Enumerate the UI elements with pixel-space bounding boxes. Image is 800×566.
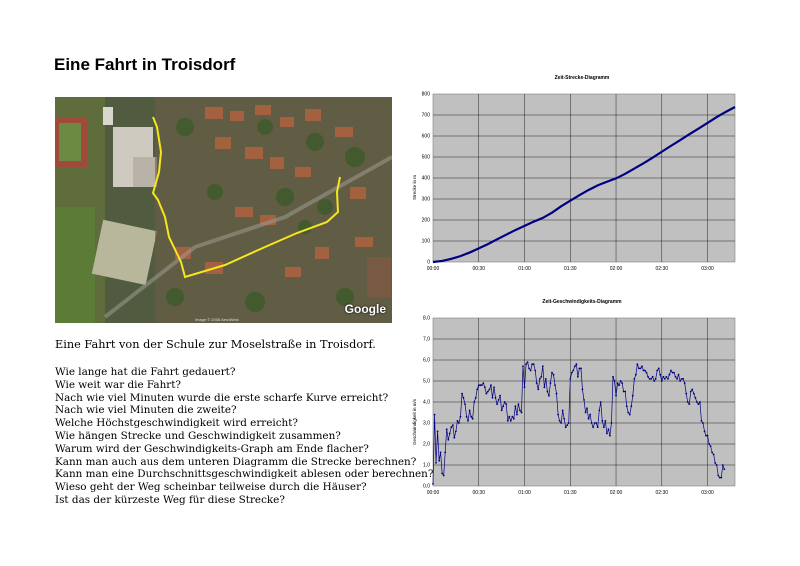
y-tick-label: 2,0 — [423, 441, 430, 448]
data-point — [667, 378, 669, 380]
data-point — [595, 422, 597, 424]
chart-ylabel-distance: Strecke in m — [412, 174, 417, 200]
data-point — [502, 405, 504, 407]
y-tick-label: 3,0 — [423, 420, 430, 427]
data-point — [630, 405, 632, 407]
data-point — [704, 431, 706, 433]
data-point — [437, 431, 439, 433]
x-tick-label: 03:00 — [701, 490, 714, 496]
data-point — [691, 389, 693, 391]
data-point — [434, 414, 436, 416]
data-point — [447, 439, 449, 441]
data-point — [659, 374, 661, 376]
data-point — [531, 363, 533, 365]
data-point — [673, 372, 675, 374]
data-point — [489, 389, 491, 391]
data-point — [632, 395, 634, 397]
data-point — [545, 378, 547, 380]
data-point — [457, 420, 459, 422]
y-tick-label: 7,0 — [423, 336, 430, 343]
data-point — [620, 380, 622, 382]
data-point — [449, 433, 451, 435]
data-point — [598, 410, 600, 412]
y-tick-label: 200 — [421, 217, 430, 224]
data-point — [589, 414, 591, 416]
data-point — [446, 428, 448, 430]
data-point — [522, 365, 524, 367]
data-point — [641, 365, 643, 367]
data-point — [646, 372, 648, 374]
x-tick-label: 01:00 — [518, 266, 531, 272]
y-tick-label: 1,0 — [423, 462, 430, 469]
data-point — [615, 395, 617, 397]
chart-ylabel-speed: Geschwindigkeit in m/s — [412, 398, 417, 445]
data-point — [713, 454, 715, 456]
question-item: Nach wie viel Minuten wurde die erste scharfe Kurve erreicht? — [55, 391, 389, 404]
data-point — [588, 418, 590, 420]
aerial-map — [55, 97, 392, 323]
data-point — [618, 384, 620, 386]
data-point — [661, 380, 663, 382]
data-point — [655, 378, 657, 380]
data-point — [629, 414, 631, 416]
data-point — [470, 416, 472, 418]
x-tick-label: 00:00 — [426, 266, 440, 272]
data-point — [643, 370, 645, 372]
data-point — [601, 420, 603, 422]
data-point — [693, 393, 695, 395]
data-point — [699, 401, 701, 403]
data-point — [505, 403, 507, 405]
question-item: Wieso geht der Weg scheinbar teilweise durch die Häuser? — [55, 481, 367, 494]
data-point — [624, 391, 626, 393]
data-point — [582, 389, 584, 391]
page-title: Eine Fahrt in Troisdorf — [54, 55, 236, 74]
data-point — [714, 462, 716, 464]
data-point — [453, 437, 455, 439]
y-tick-label: 400 — [421, 175, 430, 182]
data-point — [501, 410, 503, 412]
data-point — [572, 370, 574, 372]
data-point — [720, 477, 722, 479]
x-tick-label: 02:30 — [655, 490, 669, 496]
data-point — [696, 401, 698, 403]
data-point — [684, 382, 686, 384]
data-point — [554, 384, 556, 386]
data-point — [517, 403, 519, 405]
question-item: Kann man eine Durchschnittsgeschwindigkeit ablesen oder berechnen? — [55, 468, 434, 481]
x-tick-label: 01:00 — [518, 490, 531, 496]
data-point — [621, 382, 623, 384]
data-point — [701, 420, 703, 422]
data-point — [482, 382, 484, 384]
data-point — [463, 397, 465, 399]
question-item: Welche Höchstgeschwindigkeit wird erreicht? — [55, 417, 298, 430]
data-point — [690, 391, 692, 393]
data-point — [653, 380, 655, 382]
data-point — [650, 378, 652, 380]
data-point — [519, 410, 521, 412]
data-point — [665, 376, 667, 378]
data-point — [627, 412, 629, 414]
data-point — [694, 397, 696, 399]
data-point — [553, 374, 555, 376]
data-point — [546, 391, 548, 393]
data-point — [499, 395, 501, 397]
data-point — [550, 382, 552, 384]
data-point — [562, 410, 564, 412]
data-point — [668, 374, 670, 376]
data-point — [580, 368, 582, 370]
data-point — [604, 420, 606, 422]
data-point — [633, 378, 635, 380]
data-point — [579, 368, 581, 370]
data-point — [612, 376, 614, 378]
data-point — [679, 380, 681, 382]
y-tick-label: 4,0 — [423, 399, 430, 406]
data-point — [606, 433, 608, 435]
data-point — [664, 378, 666, 380]
data-point — [574, 365, 576, 367]
data-point — [557, 414, 559, 416]
data-point — [592, 426, 594, 428]
data-point — [586, 407, 588, 409]
data-point — [560, 422, 562, 424]
data-point — [676, 378, 678, 380]
data-point — [473, 401, 475, 403]
data-point — [623, 391, 625, 393]
distance-chart — [400, 88, 740, 278]
y-tick-label: 5,0 — [423, 378, 430, 385]
speed-chart — [400, 312, 740, 502]
data-point — [722, 464, 724, 466]
data-point — [711, 452, 713, 454]
x-tick-label: 01:30 — [564, 266, 577, 272]
data-point — [478, 384, 480, 386]
data-point — [458, 422, 460, 424]
data-point — [687, 401, 689, 403]
data-point — [536, 382, 538, 384]
data-point — [510, 420, 512, 422]
data-point — [626, 405, 628, 407]
data-point — [540, 376, 542, 378]
data-point — [571, 372, 573, 374]
data-point — [435, 462, 437, 464]
data-point — [638, 368, 640, 370]
data-point — [516, 414, 518, 416]
data-point — [492, 397, 494, 399]
chart-title-distance: Zeit-Strecke-Diagramm — [554, 75, 610, 81]
data-point — [556, 393, 558, 395]
data-point — [670, 370, 672, 372]
data-point — [617, 382, 619, 384]
data-point — [658, 368, 660, 370]
chart-title-speed: Zeit-Geschwindigkeits-Diagramm — [542, 299, 622, 305]
data-point — [656, 370, 658, 372]
data-point — [566, 424, 568, 426]
data-point — [543, 386, 545, 388]
data-point — [485, 393, 487, 395]
data-point — [534, 370, 536, 372]
x-tick-label: 00:30 — [472, 490, 486, 496]
data-point — [723, 468, 725, 470]
question-item: Nach wie viel Minuten die zweite? — [55, 404, 237, 417]
x-tick-label: 01:30 — [564, 490, 577, 496]
data-point — [685, 393, 687, 395]
data-point — [577, 376, 579, 378]
data-point — [697, 403, 699, 405]
data-point — [466, 416, 468, 418]
data-point — [496, 403, 498, 405]
data-point — [662, 376, 664, 378]
data-point — [508, 416, 510, 418]
data-point — [675, 376, 677, 378]
data-point — [493, 386, 495, 388]
data-point — [533, 363, 535, 365]
data-point — [708, 443, 710, 445]
data-point — [461, 393, 463, 395]
data-point — [591, 422, 593, 424]
data-point — [569, 378, 571, 380]
data-point — [487, 391, 489, 393]
data-point — [568, 422, 570, 424]
x-tick-label: 00:30 — [472, 266, 486, 272]
question-list — [55, 366, 433, 507]
data-point — [563, 418, 565, 420]
x-tick-label: 02:00 — [609, 490, 623, 496]
question-item: Ist das der kürzeste Weg für diese Strecke? — [55, 493, 285, 506]
data-point — [460, 416, 462, 418]
data-point — [521, 412, 523, 414]
data-point — [600, 401, 602, 403]
data-point — [652, 376, 654, 378]
data-point — [603, 426, 605, 428]
data-point — [608, 428, 610, 430]
question-item: Kann man auch aus dem unteren Diagramm die Strecke berechnen? — [55, 455, 417, 468]
y-tick-label: 600 — [421, 133, 430, 140]
x-tick-label: 02:30 — [655, 266, 669, 272]
y-tick-label: 6,0 — [423, 357, 430, 364]
data-point — [597, 426, 599, 428]
data-point — [455, 431, 457, 433]
data-point — [514, 405, 516, 407]
data-point — [438, 460, 440, 462]
data-point — [524, 386, 526, 388]
data-point — [440, 452, 442, 454]
data-point — [688, 403, 690, 405]
map-credit: Image © 2008 AeroWest — [195, 317, 239, 322]
y-tick-label: 700 — [421, 112, 430, 119]
data-point — [609, 435, 611, 437]
intro-text: Eine Fahrt von der Schule zur Moselstraße in Troisdorf. — [55, 338, 376, 351]
data-point — [576, 363, 578, 365]
data-point — [498, 399, 500, 401]
data-point — [452, 424, 454, 426]
data-point — [507, 420, 509, 422]
y-tick-label: 0,0 — [423, 483, 430, 490]
data-point — [640, 368, 642, 370]
data-point — [542, 365, 544, 367]
data-point — [682, 378, 684, 380]
data-point — [644, 370, 646, 372]
data-point — [511, 416, 513, 418]
data-point — [504, 401, 506, 403]
data-point — [464, 403, 466, 405]
question-item: Wie hängen Strecke und Geschwindigkeit zusammen? — [55, 429, 341, 442]
data-point — [716, 464, 718, 466]
data-point — [585, 412, 587, 414]
question-item: Warum wird der Geschwindigkeits-Graph am Ende flacher? — [55, 442, 369, 455]
data-point — [495, 397, 497, 399]
data-point — [614, 380, 616, 382]
data-point — [636, 363, 638, 365]
y-tick-label: 0 — [427, 259, 430, 266]
google-logo: Google — [344, 302, 386, 316]
data-point — [484, 386, 486, 388]
y-tick-label: 500 — [421, 154, 430, 161]
data-point — [611, 422, 613, 424]
x-tick-label: 00:00 — [426, 490, 440, 496]
data-point — [635, 374, 637, 376]
x-tick-label: 03:00 — [701, 266, 714, 272]
data-point — [537, 389, 539, 391]
data-point — [513, 418, 515, 420]
data-point — [530, 370, 532, 372]
data-point — [490, 384, 492, 386]
data-point — [476, 389, 478, 391]
data-point — [467, 420, 469, 422]
aerial-map-image — [55, 97, 392, 323]
question-item: Wie lange hat die Fahrt gedauert? — [55, 366, 236, 378]
data-point — [539, 378, 541, 380]
data-point — [527, 361, 529, 363]
data-point — [551, 372, 553, 374]
question-item: Wie weit war die Fahrt? — [55, 378, 182, 391]
data-point — [705, 435, 707, 437]
data-point — [432, 483, 434, 485]
y-tick-label: 300 — [421, 196, 430, 203]
y-tick-label: 800 — [421, 91, 430, 98]
data-point — [475, 397, 477, 399]
data-point — [469, 410, 471, 412]
y-tick-label: 8,0 — [423, 315, 430, 322]
data-point — [441, 473, 443, 475]
data-point — [707, 435, 709, 437]
data-point — [472, 418, 474, 420]
data-point — [481, 384, 483, 386]
data-point — [559, 420, 561, 422]
x-tick-label: 02:00 — [609, 266, 623, 272]
data-point — [548, 395, 550, 397]
data-point — [702, 422, 704, 424]
data-point — [717, 475, 719, 477]
data-point — [450, 426, 452, 428]
data-point — [647, 376, 649, 378]
data-point — [565, 426, 567, 428]
data-point — [528, 368, 530, 370]
data-point — [710, 445, 712, 447]
data-point — [444, 452, 446, 454]
data-point — [719, 477, 721, 479]
data-point — [525, 363, 527, 365]
y-tick-label: 100 — [421, 238, 430, 245]
data-point — [678, 374, 680, 376]
data-point — [583, 399, 585, 401]
data-point — [443, 475, 445, 477]
